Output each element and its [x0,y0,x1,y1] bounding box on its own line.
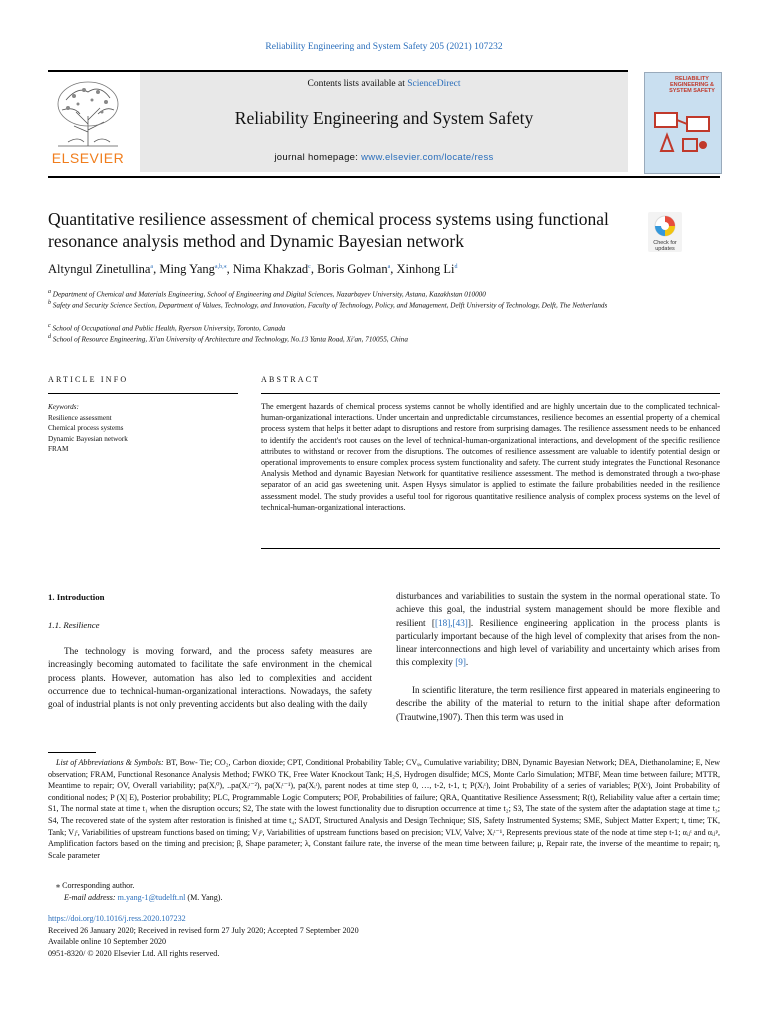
affil-mark: d [48,334,51,340]
keyword-item: Chemical process systems [48,424,124,432]
contents-prefix: Contents lists available at [307,79,408,89]
para-text: . [465,657,469,668]
keyword-item: FRAM [48,445,69,453]
doi-link[interactable]: https://doi.org/10.1016/j.ress.2020.107232 [48,914,186,923]
crossmark-line1: Check for [653,240,677,246]
author-affil-mark[interactable]: c [308,263,311,270]
author-name[interactable]: Nima Khakzad [232,262,309,276]
para-text: disturbances and variabilities to sustain the system in the normal operational state. To achieve this goal, the industrial system management should be more flexible and resilient [ [396,591,720,628]
journal-reference[interactable]: Reliability Engineering and System Safety 205 (2021) 107232 [265,42,503,52]
intro-left-paragraph: The technology is moving forward, and the process safety measures are increasingly becoming automated to facilitate the safe environment in the chemical process plants. However, automation has also led to complexities and accident occurrence due to technical-human-organizational interactions. Nowadays, the safety goal of industrial plants is not only preventing accidents but also dealing with the daily [48,646,372,710]
author-name[interactable]: Xinhong Li [396,262,455,276]
keywords-block [48,402,238,455]
journal-title: Reliability Engineering and System Safety [234,108,534,128]
author-affil-mark[interactable]: d [454,263,458,270]
sciencedirect-link[interactable]: ScienceDirect [407,79,461,89]
affil-text: Department of Chemical and Materials Engineering, School of Engineering and Digital Sciences, Nazarbayev University, Astana, Kazakhstan 010000 [52,290,486,299]
affil-mark: a [48,289,51,295]
author-list: Altyngul Zinetullina$^a$, Ming Yang$^{a,b,⁎}$, Nima Khakzad$^c$, Boris Golman$^a$, Xinhong Li$^d$ [48,262,458,276]
article-info-rule [48,393,238,394]
email-link[interactable]: m.yang-1@tudelft.nl [117,892,186,902]
paper-title: Quantitative resilience assessment of chemical process systems using functional resonance analysis method and Dynamic Bayesian network [48,209,609,251]
cover-title: RELIABILITY ENGINEERING & SYSTEM SAFETY [669,76,715,94]
crossmark-line2: updates [655,246,675,252]
copyright: 0951-8320/ © 2020 Elsevier Ltd. All rights reserved. [48,948,220,958]
author-name[interactable]: Altyngul Zinetullina [48,262,151,276]
abbrev-label: List of Abbreviations & Symbols: [56,758,164,767]
email-suffix: (M. Yang). [185,892,223,902]
intro-right-paragraph-1 [396,590,720,670]
author-affil-mark[interactable]: a [150,263,154,270]
available-online: Available online 10 September 2020 [48,937,167,947]
homepage-link[interactable]: www.elsevier.com/locate/ress [361,152,494,163]
keyword-item: Dynamic Bayesian network [48,434,128,443]
publication-info [48,913,720,959]
subsection-heading-resilience: 1.1. Resilience [48,620,100,630]
affil-mark: b [48,300,51,306]
journal-homepage [140,152,628,163]
para-text: ]. Resilience engineering application in the process plants is particularly important because of the high level of complexity that arises from the non-linear interconnections and high level of variability and uncertainty which arises from this complexity [396,617,721,668]
header-bottom-rule [48,176,720,178]
keywords-label: Keywords: [48,403,79,411]
affiliation-b [48,298,708,311]
homepage-prefix: journal homepage: [274,152,362,163]
section-heading-introduction: 1. Introduction [48,592,105,602]
check-for-updates-icon[interactable] [648,212,682,252]
email-label: E-mail address: [64,892,116,902]
author-name[interactable]: Ming Yang [159,262,215,276]
affil-text: School of Resource Engineering, Xi'an University of Architecture and Technology, No.13 Yanta Road, Xi'an, 710055, China [52,335,408,344]
journal-cover-thumbnail[interactable] [644,72,722,174]
intro-right-paragraph-2: In scientific literature, the term resilience first appeared in materials engineering to describe the ability of the material to return to the initial shape after deformation (Trautwine,1907). Then this term was used in [396,685,720,722]
abbreviations-footnote [48,757,720,861]
contents-availability [140,79,628,89]
citation-link[interactable]: [18],[43] [434,617,468,628]
affil-text: Safety and Security Science Section, Department of Values, Technology, and Innovation, Faculty of Technology, Policy, and Management, Delft University of Technology, Delft, The Netherlands [52,301,608,310]
corresponding-author-note [48,880,720,903]
cover-illustration-icon [651,107,715,159]
abbrev-text: BT, Bow- Tie; CO₂, Carbon dioxide; CPT, Conditional Probability Table; CVᵩ, Cumulative variability; DBN, Dynamic Bayesian Network; DEA, Diethanolamine; E, New observation; FRAM, Functional Resonance Analysis Method; FWKO TK, Free Water Knockout Tank; H₂S, Hydrogen disulfide; MCS, Monte Carlo Simulation; MTBF, Mean time between failure; MTTR, Meantime to repair; OV, Overall variability; pa(Xᵢ⁰), ..pa(Xᵢᵗ⁻²), pa(Xᵢᵗ⁻¹), pa(Xᵢᵗ), parent nodes at time step 0, …, t-2, t-1, t; P(Xᵢᵗ), Joint Probability of a series of variables; P(Xᵗ), Joint Probability of conditional nodes; P (X| E), Posterior probability; PLC, Programmable Logic Computers; POF, Probabilities of failure; QRA, Quantitative Resilience Assessment; R(t), Reliability value after a certain time; S1, The normal state at time t₁ when the disruption occurs; S2, The state with the lowest functionality due to disruption occurrence at time t₂; S3, The state of the system after the adaptation stage at time t₃; S4, The recovered state of the system after restoration is finished at time t₄; SADT, Structured Analysis and Design Technique; SIS, Safety Instrumented Systems; SME, Subject Matter Expert; t, time; TK, Tank; Vⱼᵗ, Variabilities of upstream functions based on timing; Vⱼᵖ, Variabilities of upstream functions based on precision; VLV, Valve; Xᵢᵗ⁻¹, Represents previous state of the node at time step t-1; αᵢⱼᵗ and αᵢⱼᵖ, Amplification factors based on the timing and precision; β, Shape parameter; λ, Constant failure rate, the inverse of the mean time between failure; μ, Repair rate, the inverse of the meantime to repair; η, Scale parameter [48,758,721,860]
elsevier-wordmark: ELSEVIER [51,150,125,166]
abstract-rule-top [261,393,720,394]
author-name[interactable]: Boris Golman [317,262,388,276]
affil-mark: c [48,323,51,329]
keyword-item: Resilience assessment [48,413,112,422]
abstract-heading: ABSTRACT [261,375,321,384]
corresponding-label: ⁎ Corresponding author. [56,881,135,890]
affil-text: School of Occupational and Public Health, Ryerson University, Toronto, Canada [52,324,286,333]
received-dates: Received 26 January 2020; Received in revised form 27 July 2020; Accepted 7 September 2020 [48,925,359,935]
affiliation-d [48,332,708,345]
citation-link[interactable]: [9] [455,657,466,668]
abstract-text: The emergent hazards of chemical process systems cannot be wholly identified and are highly uncertain due to the complicated technical-human-organizational interactions. Under uncertain and unpredictable circumstances, resilience becomes an essential property of a chemical process system that helps it better adapt to disruptions and restore from surprising damages. The resilience assessment needs to be enhanced to identify the accident's root causes on the level of technical-human-organizational interactions, and development of the specific resilience attributes to withstand or recover from the disruptions. The outcomes of resilience assessment are valuable to identify potential design or operational improvements to ensure complex process system functionality and safety. The current study integrates the Functional Resonance Analysis Method and dynamic Bayesian Network for quantitative resilience assessment. The method is demonstrated through a two-phase separator of an acid gas sweetening unit. Aspen Hysys simulator is applied to estimate the failure probabilities needed in the resilience assessment model. The study provides a useful tool for rigorous quantitative resilience analysis of complex process systems on the level of technical-human-organizational interactions. [261,402,720,512]
article-info-heading: ARTICLE INFO [48,375,129,384]
footnote-rule [48,752,96,753]
abstract-rule-bottom [261,548,720,549]
author-affil-mark[interactable]: a,b,⁎ [214,263,227,270]
author-affil-mark[interactable]: a [387,263,391,270]
